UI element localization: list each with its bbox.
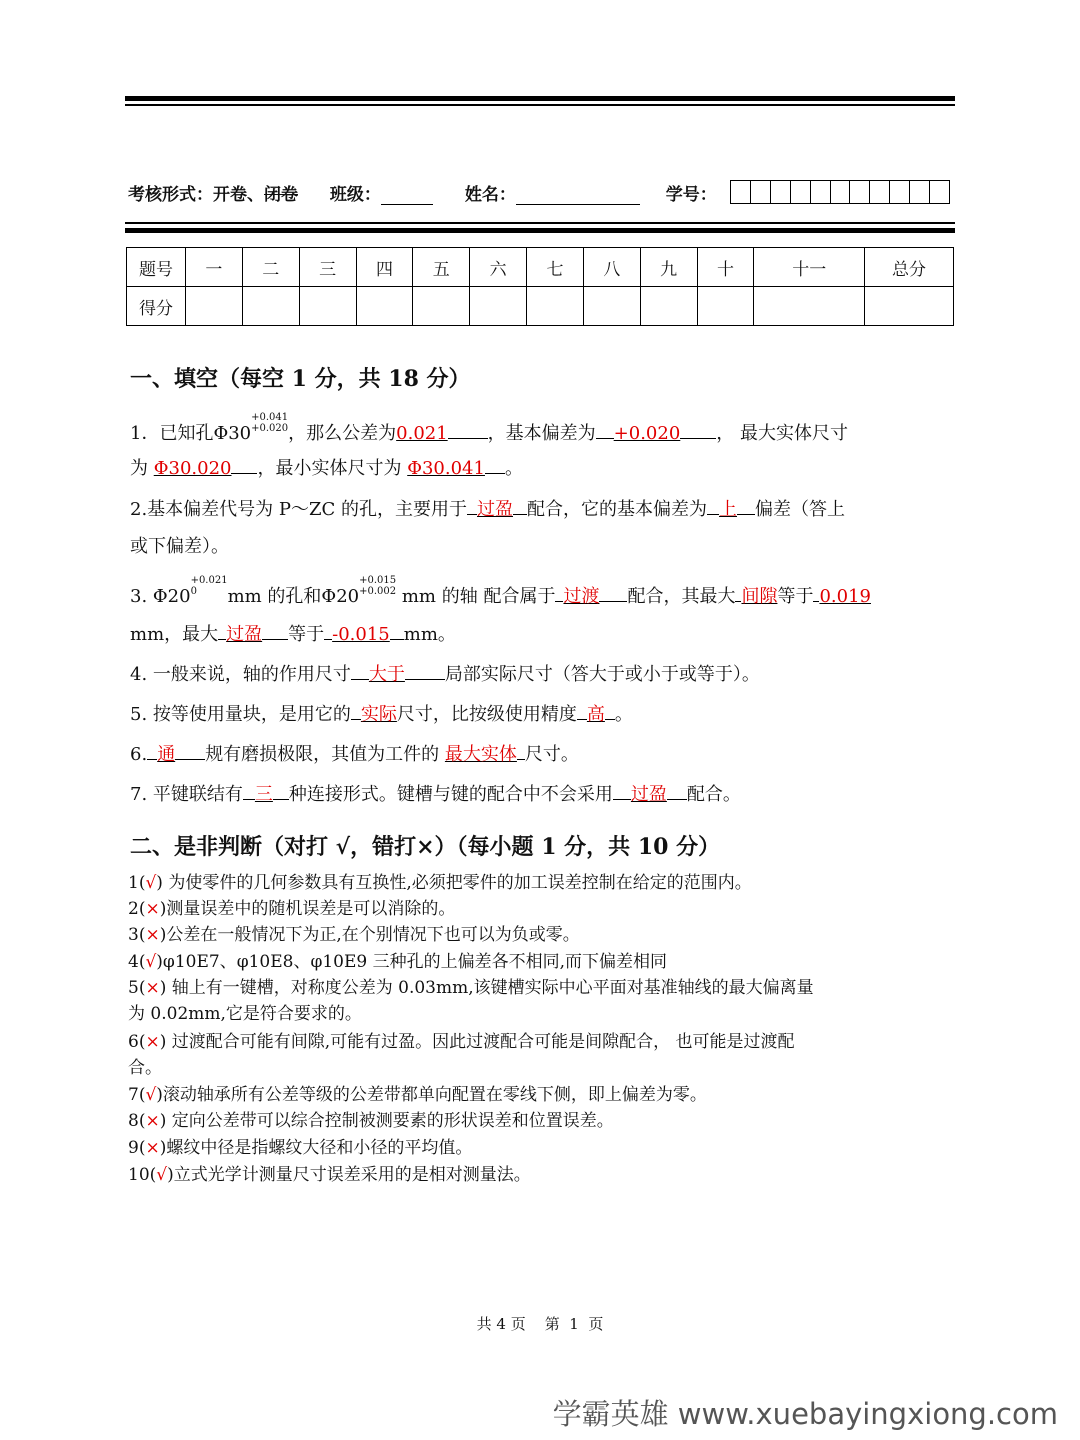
underline: [596, 418, 614, 439]
table-cell: 十: [697, 248, 754, 287]
score-cell[interactable]: [697, 287, 754, 326]
score-cell[interactable]: [754, 287, 865, 326]
tf-item-cont: [128, 1055, 162, 1081]
answer-blank: 过盈: [226, 624, 263, 645]
question-1-line2: [130, 453, 960, 481]
tol-lower: 0: [190, 586, 197, 597]
answer-blank: 0.019: [819, 586, 871, 607]
underline: [405, 659, 445, 680]
tf-item: [128, 1108, 614, 1134]
answer-blank: Φ30.020: [153, 458, 232, 479]
q3-text: 等于: [777, 586, 814, 607]
tf-mark: √: [145, 952, 157, 972]
underline: [324, 619, 332, 640]
tf-mark: ×: [145, 925, 160, 945]
tol-upper: +0.041: [251, 412, 289, 423]
score-cell[interactable]: [527, 287, 584, 326]
tol-upper: +0.015: [359, 575, 397, 586]
score-cell[interactable]: [299, 287, 356, 326]
q4-text: 局部实际尺寸（答大于或小于或等于）。: [444, 664, 760, 685]
answer-blank: 过渡: [563, 586, 600, 607]
score-cell[interactable]: [470, 287, 527, 326]
tf-num: 9(: [128, 1138, 146, 1158]
tf-text: 为 0.02mm,它是符合要求的。: [128, 1004, 362, 1024]
tf-item: [128, 1029, 795, 1055]
answer-blank: 最大实体: [444, 744, 517, 765]
question-6: [130, 739, 960, 767]
question-7: [130, 779, 960, 807]
answer-blank: +0.020: [613, 423, 681, 444]
tf-num: 10(: [128, 1165, 157, 1185]
q7-text: 7. 平键联结有: [130, 784, 243, 805]
top-rule-thin: [125, 104, 955, 106]
tf-item: [128, 896, 455, 922]
score-cell[interactable]: [186, 287, 243, 326]
score-table-score-row: [127, 287, 954, 326]
q4-text: 4. 一般来说，轴的作用尺寸: [130, 664, 351, 685]
q5-text: 尺寸，比按级使用精度: [396, 704, 577, 725]
score-cell[interactable]: [583, 287, 640, 326]
tf-text: ) 过渡配合可能有间隙,可能有过盈。因此过渡配合可能是间隙配合， 也可能是过渡配: [159, 1032, 795, 1052]
tol-lower: +0.002: [359, 586, 397, 597]
tf-mark: ×: [145, 978, 160, 998]
underline: [737, 494, 755, 515]
table-cell: 七: [527, 248, 584, 287]
q6-text: 6.: [130, 744, 148, 765]
q1-text: ，最小实体尺寸为: [257, 458, 402, 479]
q1-text: ， 最大实体尺寸: [716, 423, 849, 444]
q3-text: mm，最大: [130, 624, 219, 645]
q6-text: 尺寸。: [524, 744, 579, 765]
q3-text: mm 的孔和Φ20: [227, 586, 360, 607]
q5-text: 。: [614, 704, 633, 725]
score-table-header-row: [127, 248, 954, 287]
underline: [243, 779, 255, 800]
tf-text: ) 为使零件的几何参数具有互换性,必须把零件的加工误差控制在给定的范围内。: [156, 873, 752, 893]
tf-text: )公差在一般情况下为正,在个别情况下也可以为负或零。: [159, 925, 580, 945]
q1-text: 为: [130, 458, 148, 479]
table-cell: 五: [413, 248, 470, 287]
underline: [467, 494, 477, 515]
answer-blank: Φ30.041: [407, 458, 485, 479]
table-cell: 一: [186, 248, 243, 287]
underline: [351, 659, 369, 680]
tf-text: 合。: [128, 1058, 162, 1078]
tf-item: [128, 1162, 531, 1188]
q6-text: 规有磨损极限，其值为工件的: [205, 744, 440, 765]
tf-num: 8(: [128, 1111, 146, 1131]
class-label: 班级：: [329, 185, 381, 205]
tf-mark: ×: [145, 1032, 160, 1052]
underline: [351, 699, 361, 720]
answer-blank: 间隙: [741, 586, 778, 607]
name-label: 姓名：: [464, 185, 516, 205]
tf-item: [128, 949, 667, 975]
tf-item-cont: [128, 1001, 362, 1027]
underline: [262, 619, 288, 640]
score-cell[interactable]: [356, 287, 413, 326]
score-cell[interactable]: [865, 287, 954, 326]
tf-num: 1(: [128, 873, 146, 893]
tf-num: 6(: [128, 1032, 146, 1052]
answer-blank: 过盈: [477, 499, 514, 520]
underline: [448, 418, 488, 439]
answer-blank: 三: [254, 784, 273, 805]
section1-title: 一、填空（每空 1 分，共 18 分）: [130, 366, 471, 392]
tf-item: [128, 975, 814, 1001]
question-2-line1: [130, 494, 960, 522]
underline: [599, 581, 627, 602]
underline: [517, 739, 525, 760]
q5-text: 5. 按等使用量块，是用它的: [130, 704, 351, 725]
underline: [147, 739, 157, 760]
question-3-line2: [130, 619, 960, 647]
q1-text: ，那么公差为: [288, 423, 397, 444]
tf-mark: √: [156, 1165, 168, 1185]
tol-lower: +0.020: [251, 423, 289, 434]
answer-blank: 实际: [360, 704, 397, 725]
underline: [218, 619, 226, 640]
top-rule-thick: [125, 96, 955, 101]
table-cell: 总分: [865, 248, 954, 287]
tf-num: 5(: [128, 978, 146, 998]
exam-form-open: 开卷、: [213, 185, 264, 205]
question-4: [130, 659, 960, 687]
tf-text: ) 定向公差带可以综合控制被测要素的形状误差和位置误差。: [159, 1111, 614, 1131]
tf-text: )立式光学计测量尺寸误差采用的是相对测量法。: [167, 1165, 531, 1185]
tf-mark: ×: [145, 899, 160, 919]
table-cell: 九: [640, 248, 697, 287]
underline: [485, 453, 505, 474]
answer-blank: 过盈: [630, 784, 667, 805]
q2-text: 2.基本偏差代号为 P～ZC 的孔，主要用于: [130, 499, 468, 520]
tf-item: [128, 1082, 707, 1108]
tf-mark: √: [145, 1085, 157, 1105]
q7-text: 种连接形式。键槽与键的配合中不会采用: [288, 784, 613, 805]
score-cell[interactable]: [640, 287, 697, 326]
tf-mark: ×: [145, 1111, 160, 1131]
tf-text: ) 轴上有一键槽，对称度公差为 0.03mm,该键槽实际中心平面对基准轴线的最大偏离量: [159, 978, 814, 998]
table-cell: 得分: [127, 287, 186, 326]
tf-text: )滚动轴承所有公差等级的公差带都单向配置在零线下侧，即上偏差为零。: [156, 1085, 707, 1105]
answer-blank: 大于: [368, 664, 405, 685]
tf-text: )φ10E7、φ10E8、φ10E9 三种孔的上偏差各不相同,而下偏差相同: [156, 952, 668, 972]
table-cell: 三: [299, 248, 356, 287]
exam-form-label: 考核形式：: [128, 185, 213, 205]
tf-item: [128, 1135, 472, 1161]
q7-text: 配合。: [686, 784, 741, 805]
class-field[interactable]: [381, 186, 433, 205]
underline: [613, 779, 631, 800]
exam-info-row: [128, 180, 717, 205]
answer-blank: 上: [719, 499, 738, 520]
tf-text: )测量误差中的随机误差是可以消除的。: [159, 899, 456, 919]
mid-rule-thin: [125, 222, 955, 224]
q3-tolerance-shaft: [359, 575, 396, 597]
underline: [273, 779, 289, 800]
answer-blank: 通: [157, 744, 176, 765]
question-3-line1: [130, 575, 960, 609]
mid-rule-thick: [125, 228, 955, 233]
q1-tolerance: [251, 412, 288, 434]
underline: [390, 619, 404, 640]
tol-upper: +0.021: [190, 575, 228, 586]
underline: [707, 494, 719, 515]
underline: [577, 699, 587, 720]
q3-tolerance-hole: [191, 575, 228, 597]
student-id-boxes[interactable]: [730, 180, 950, 204]
question-1-line1: [130, 412, 960, 446]
score-table: [126, 247, 954, 326]
watermark: 学霸英雄 www.xuebayingxiong.com: [552, 1397, 1058, 1431]
q3-text: mm。: [403, 624, 456, 645]
q3-text: 等于: [288, 624, 325, 645]
underline: [667, 779, 687, 800]
answer-blank: 0.021: [396, 423, 448, 444]
score-cell[interactable]: [242, 287, 299, 326]
name-field[interactable]: [516, 186, 640, 205]
underline: [175, 739, 205, 760]
q1-text: 。: [504, 458, 523, 479]
table-cell: 八: [583, 248, 640, 287]
question-5: [130, 699, 960, 727]
tf-text: )螺纹中径是指螺纹大径和小径的平均值。: [159, 1138, 473, 1158]
tf-num: 3(: [128, 925, 146, 945]
table-cell: 十一: [754, 248, 865, 287]
q2-text: 配合，它的基本偏差为: [527, 499, 708, 520]
table-cell: 四: [356, 248, 413, 287]
q3-text: 配合，其最大: [627, 586, 736, 607]
tf-num: 4(: [128, 952, 146, 972]
table-cell: 题号: [127, 248, 186, 287]
underline: [513, 494, 527, 515]
underline: [680, 418, 716, 439]
student-id-label: 学号：: [665, 185, 717, 205]
underline: [231, 453, 257, 474]
tf-num: 7(: [128, 1085, 146, 1105]
table-cell: 六: [470, 248, 527, 287]
q3-text: 3. Φ20: [130, 586, 191, 607]
answer-blank: 高: [586, 704, 605, 725]
q1-text: ，基本偏差为: [487, 423, 596, 444]
question-2-line2: 或下偏差）。: [130, 536, 229, 557]
tf-item: [128, 870, 752, 896]
tf-mark: ×: [145, 1138, 160, 1158]
q3-text: mm 的轴 配合属于: [401, 586, 556, 607]
section2-title: 二、是非判断（对打 √，错打×）（每小题 1 分，共 10 分）: [130, 834, 721, 860]
table-cell: 二: [242, 248, 299, 287]
tf-item: [128, 922, 580, 948]
tf-mark: √: [145, 873, 157, 893]
score-cell[interactable]: [413, 287, 470, 326]
page-footer: 共 4 页 第 1 页: [476, 1315, 604, 1333]
tf-num: 2(: [128, 899, 146, 919]
answer-blank: -0.015: [332, 624, 390, 645]
underline: [605, 699, 615, 720]
exam-form-closed: 闭卷: [264, 185, 298, 205]
q2-text: 偏差（答上: [755, 499, 846, 520]
q1-text: 1．已知孔Φ30: [130, 423, 252, 444]
